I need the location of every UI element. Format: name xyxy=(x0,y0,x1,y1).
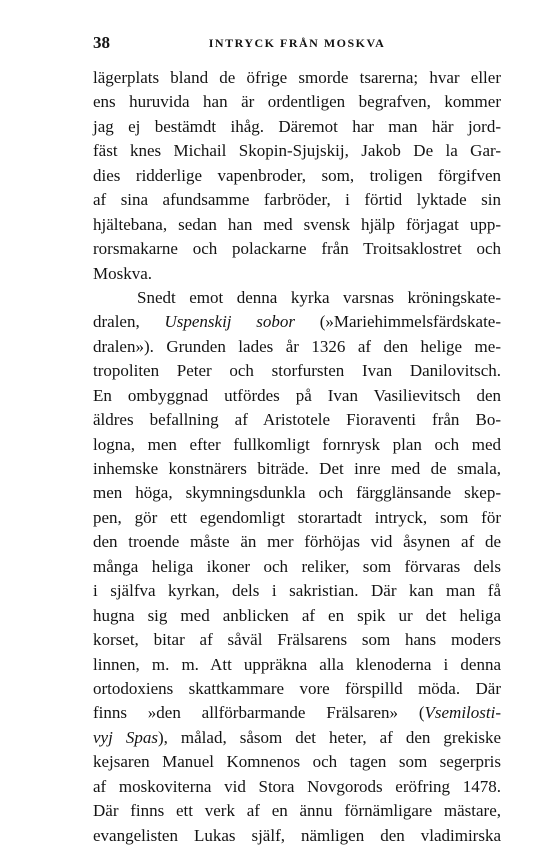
text-line: tropoliten Peter och storfursten Ivan Danilovitsch. xyxy=(93,361,501,381)
text-line: kejsaren Manuel Komnenos och tagen som segerpris xyxy=(93,752,501,772)
text-line: dies ridderlige vapenbroder, som, troligen förgifven xyxy=(93,165,501,185)
text-span: (»Mariehimmelsfärdskate- xyxy=(295,312,502,332)
text-line: fäst knes Michail Skopin-Sjujskij, Jakob De la Gar- xyxy=(93,141,501,161)
text-line: i själfva kyrkan, dels i sakristian. Där kan man få xyxy=(93,581,501,601)
page-number: 38 xyxy=(93,33,110,52)
text-line: hugna sig med anblicken af en spik ur det heliga xyxy=(93,605,501,625)
text-line: evangelisten Lukas själf, nämligen den vladimirska xyxy=(93,825,501,845)
text-line: inhemske konstnärers biträde. Det inre med de smala, xyxy=(93,459,501,478)
text-line: linnen, m. m. Att uppräkna alla klenoderna i denna xyxy=(93,654,501,674)
text-line: Moskva. xyxy=(93,263,153,283)
body-text xyxy=(93,66,501,848)
text-line: många heliga ikoner och reliker, som förvaras dels xyxy=(93,556,501,576)
text-line: ens huruvida han är ordentligen begrafven, kommer xyxy=(93,92,501,112)
text-line: af sina afundsamme farbröder, i förtid lyktade sin xyxy=(93,190,501,210)
text-line: korset, bitar af såväl Frälsarens som hans moders xyxy=(93,630,501,650)
text-line: En ombyggnad utfördes på Ivan Vasilievitsch den xyxy=(93,385,501,405)
text-span: ), målad, såsom det heter, af den grekiske xyxy=(157,727,502,747)
italic-term: Uspenskij sobor xyxy=(164,312,295,332)
text-span: finns »den allförbarmande Frälsaren» ( xyxy=(93,703,425,723)
italic-term: vyj Spas xyxy=(93,727,158,747)
text-line xyxy=(93,310,501,334)
text-line: hjältebana, sedan han med svensk hjälp förjagat upp- xyxy=(93,214,501,234)
text-line: äldres befallning af Aristotele Fioraventi från Bo- xyxy=(93,410,501,430)
text-line: lägerplats bland de öfrige smorde tsarerna; hvar eller xyxy=(93,68,501,87)
text-line: Snedt emot denna kyrka varsnas kröningskate- xyxy=(137,287,501,307)
text-line: Där finns ett verk af en ännu förnämligare mästare, xyxy=(93,801,501,821)
text-line: pen, gör ett egendomligt storartadt intryck, som för xyxy=(93,507,501,527)
text-line xyxy=(93,726,501,750)
text-line: men höga, skymningsdunkla och färgglänsande skep- xyxy=(93,483,501,503)
text-line: logna, men efter fullkomligt fornrysk plan och med xyxy=(93,434,501,454)
text-line: dralen»). Grunden lades år 1326 af den helige me- xyxy=(93,336,501,356)
text-line: af moskoviterna vid Stora Novgorods eröfring 1478. xyxy=(93,776,501,796)
italic-term: Vsemilosti- xyxy=(424,703,501,723)
text-line: jag ej bestämdt ihåg. Däremot har man här jord- xyxy=(93,116,501,136)
text-line: ortodoxiens skattkammare vore förspilld möda. Där xyxy=(93,678,501,698)
text-line: rorsmakarne och polackarne från Troitsaklostret och xyxy=(93,239,501,259)
page-header xyxy=(93,33,501,53)
running-title: INTRYCK FRÅN MOSKVA xyxy=(208,36,386,50)
text-line: den troende måste än mer förhöjas vid åsynen af de xyxy=(93,532,501,552)
text-span: dralen, xyxy=(93,312,165,332)
text-line xyxy=(93,701,501,725)
